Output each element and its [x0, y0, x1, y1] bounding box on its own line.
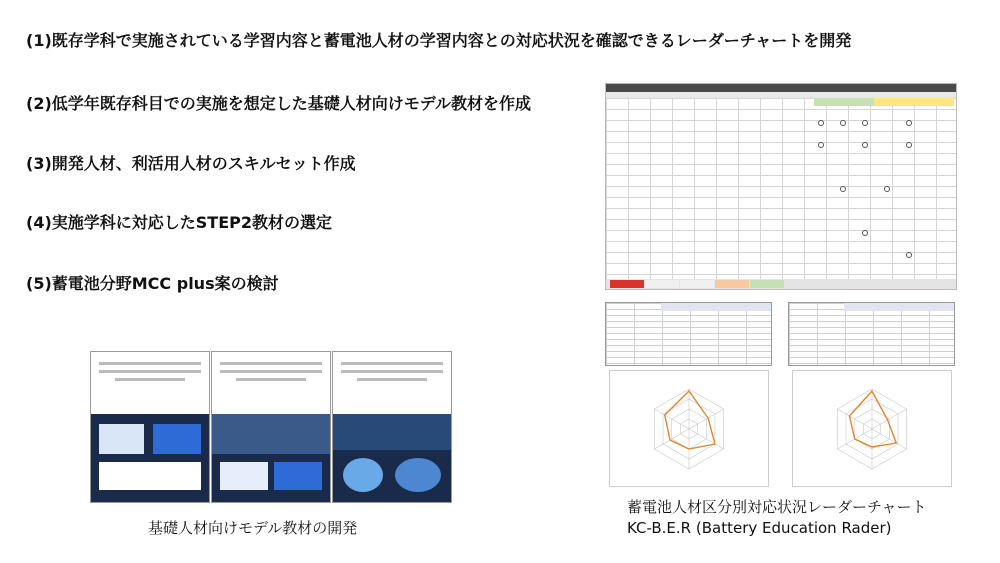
sheet-grid [606, 98, 956, 279]
sheet-mark [840, 186, 846, 192]
cover-graphic [343, 458, 383, 492]
cover-body [333, 414, 451, 502]
sheet-mark [906, 142, 912, 148]
cover-body [91, 414, 209, 502]
sheet-mark [906, 120, 912, 126]
item-2: (2)低学年既存科目での実施を想定した基礎人材向けモデル教材を作成 [26, 94, 531, 113]
cover-title-line [341, 362, 443, 365]
radar-spreadsheet-thumbnail [605, 83, 957, 290]
sheet-toolbar [606, 84, 956, 92]
cover-photo [212, 414, 330, 454]
sheet-mark [818, 142, 824, 148]
cover-title-line [99, 362, 201, 365]
cover-photo [333, 414, 451, 450]
cover-graphic [395, 458, 441, 492]
radar-chart-right [792, 370, 952, 487]
sheet-mark [862, 142, 868, 148]
radar-chart-right-svg [793, 371, 951, 486]
cover-title-line [99, 370, 201, 373]
sheet-tabs [606, 279, 956, 289]
table-header [661, 303, 771, 311]
sheet-tab [750, 280, 784, 288]
textbook-caption: 基礎人材向けモデル教材の開発 [148, 519, 358, 537]
cover-title-line [115, 378, 185, 381]
cover-title-line [220, 370, 322, 373]
sheet-tab [610, 280, 644, 288]
radar-caption-line2: KC-B.E.R (Battery Education Rader) [627, 519, 892, 537]
sheet-mark [884, 186, 890, 192]
textbook-cover-2 [211, 351, 331, 503]
radar-table-right [788, 302, 955, 366]
cover-panel [220, 462, 268, 490]
cover-body [212, 414, 330, 502]
item-3: (3)開発人材、利活用人材のスキルセット作成 [26, 154, 356, 173]
cover-panel [99, 424, 144, 454]
cover-panel [99, 462, 201, 490]
cover-title-line [357, 378, 427, 381]
radar-chart-left-svg [610, 371, 768, 486]
item-4: (4)実施学科に対応したSTEP2教材の選定 [26, 213, 332, 232]
textbook-cover-3 [332, 351, 452, 503]
sheet-mark [840, 120, 846, 126]
sheet-tab [680, 280, 714, 288]
textbook-cover-1 [90, 351, 210, 503]
radar-chart-left [609, 370, 769, 487]
cover-title-line [220, 362, 322, 365]
cover-panel [153, 424, 201, 454]
sheet-mark [906, 252, 912, 258]
item-1: (1)既存学科で実施されている学習内容と蓄電池人材の学習内容との対応状況を確認できるレーダーチャートを開発 [26, 31, 852, 50]
cover-title-line [236, 378, 306, 381]
sheet-tab [715, 280, 749, 288]
item-5: (5)蓄電池分野MCC plus案の検討 [26, 274, 279, 293]
sheet-header-band-yellow [874, 98, 954, 106]
cover-panel [274, 462, 322, 490]
cover-title-line [341, 370, 443, 373]
table-header [844, 303, 954, 311]
sheet-mark [862, 230, 868, 236]
sheet-tab [645, 280, 679, 288]
sheet-mark [818, 120, 824, 126]
radar-table-left [605, 302, 772, 366]
sheet-header-band-green [814, 98, 874, 106]
sheet-mark [862, 120, 868, 126]
radar-caption-line1: 蓄電池人材区分別対応状況レーダーチャート [627, 498, 927, 516]
